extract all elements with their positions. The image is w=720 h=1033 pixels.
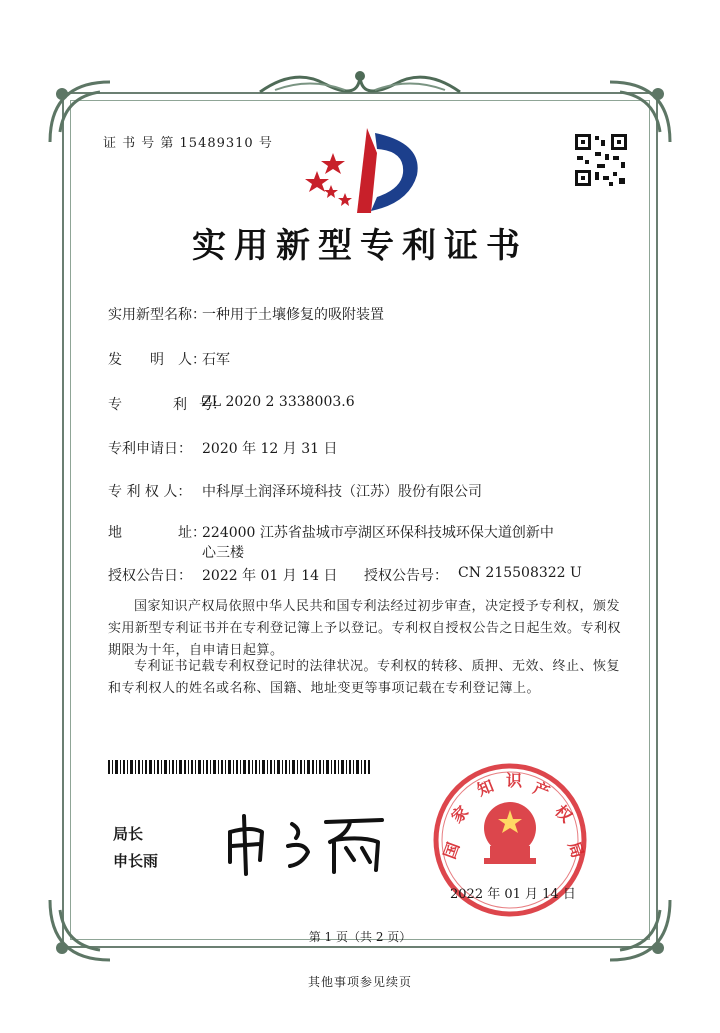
application-date-label: 专利申请日： bbox=[108, 441, 192, 457]
utility-model-name-value: 一种用于土壤修复的吸附装置 bbox=[202, 307, 384, 323]
patentee-label: 专 利 权 人： bbox=[108, 484, 192, 500]
top-ornament bbox=[255, 62, 465, 102]
application-date-value: 2020 年 12 月 31 日 bbox=[202, 441, 338, 457]
svg-text:局: 局 bbox=[564, 838, 588, 861]
page-number: 第 1 页（共 2 页） bbox=[308, 930, 412, 944]
utility-model-name-label: 实用新型名称： bbox=[108, 307, 206, 323]
patentee-value: 中科厚土润泽环境科技（江苏）股份有限公司 bbox=[202, 484, 482, 500]
publication-number-label: 授权公告号： bbox=[364, 568, 448, 584]
continued-note: 其他事项参见续页 bbox=[307, 975, 412, 989]
svg-text:识: 识 bbox=[506, 771, 523, 790]
address-label: 地 址： bbox=[108, 525, 206, 541]
inventor-value: 石军 bbox=[202, 352, 230, 368]
director-name: 申长雨 bbox=[113, 852, 159, 870]
address-value-line2: 心三楼 bbox=[202, 545, 244, 561]
svg-text:产: 产 bbox=[530, 778, 553, 802]
svg-text:权: 权 bbox=[551, 801, 576, 827]
grant-date-value: 2022 年 01 月 14 日 bbox=[202, 568, 338, 584]
svg-text:国: 国 bbox=[439, 839, 464, 862]
grant-statement-paragraph: 国家知识产权局依照中华人民共和国专利法经过初步审查，决定授予专利权，颁发实用新型专利证书并在专利登记簿上予以登记。专利权自授权公告之日起生效。专利权期限为十年，自申请日起算。 bbox=[108, 599, 622, 658]
patent-number-value: ZL 2020 2 3338003.6 bbox=[202, 394, 355, 410]
svg-text:知: 知 bbox=[474, 776, 497, 800]
publication-number-value: CN 215508322 U bbox=[458, 565, 582, 581]
legal-status-paragraph: 专利证书记载专利权登记时的法律状况。专利权的转移、质押、无效、终止、恢复和专利权人的姓名或名称、国籍、地址变更等事项记载在专利登记簿上。 bbox=[108, 659, 621, 696]
barcode bbox=[108, 760, 370, 774]
certificate-number: 证 书 号 第 15489310 号 bbox=[103, 136, 273, 151]
qr-code bbox=[573, 132, 629, 188]
address-value-line1: 224000 江苏省盐城市亭湖区环保科技城环保大道创新中 bbox=[202, 525, 554, 541]
seal-date: 2022 年 01 月 14 日 bbox=[450, 887, 576, 902]
inventor-label: 发 明 人： bbox=[108, 352, 206, 368]
patent-number-label: 专 利 号： bbox=[108, 397, 225, 413]
cnipa-logo bbox=[305, 123, 425, 218]
grant-date-label: 授权公告日： bbox=[108, 568, 192, 584]
director-signature bbox=[222, 808, 392, 878]
director-title: 局长 bbox=[113, 825, 144, 843]
svg-text:家: 家 bbox=[447, 802, 473, 827]
certificate-title: 实用新型专利证书 bbox=[192, 226, 528, 266]
